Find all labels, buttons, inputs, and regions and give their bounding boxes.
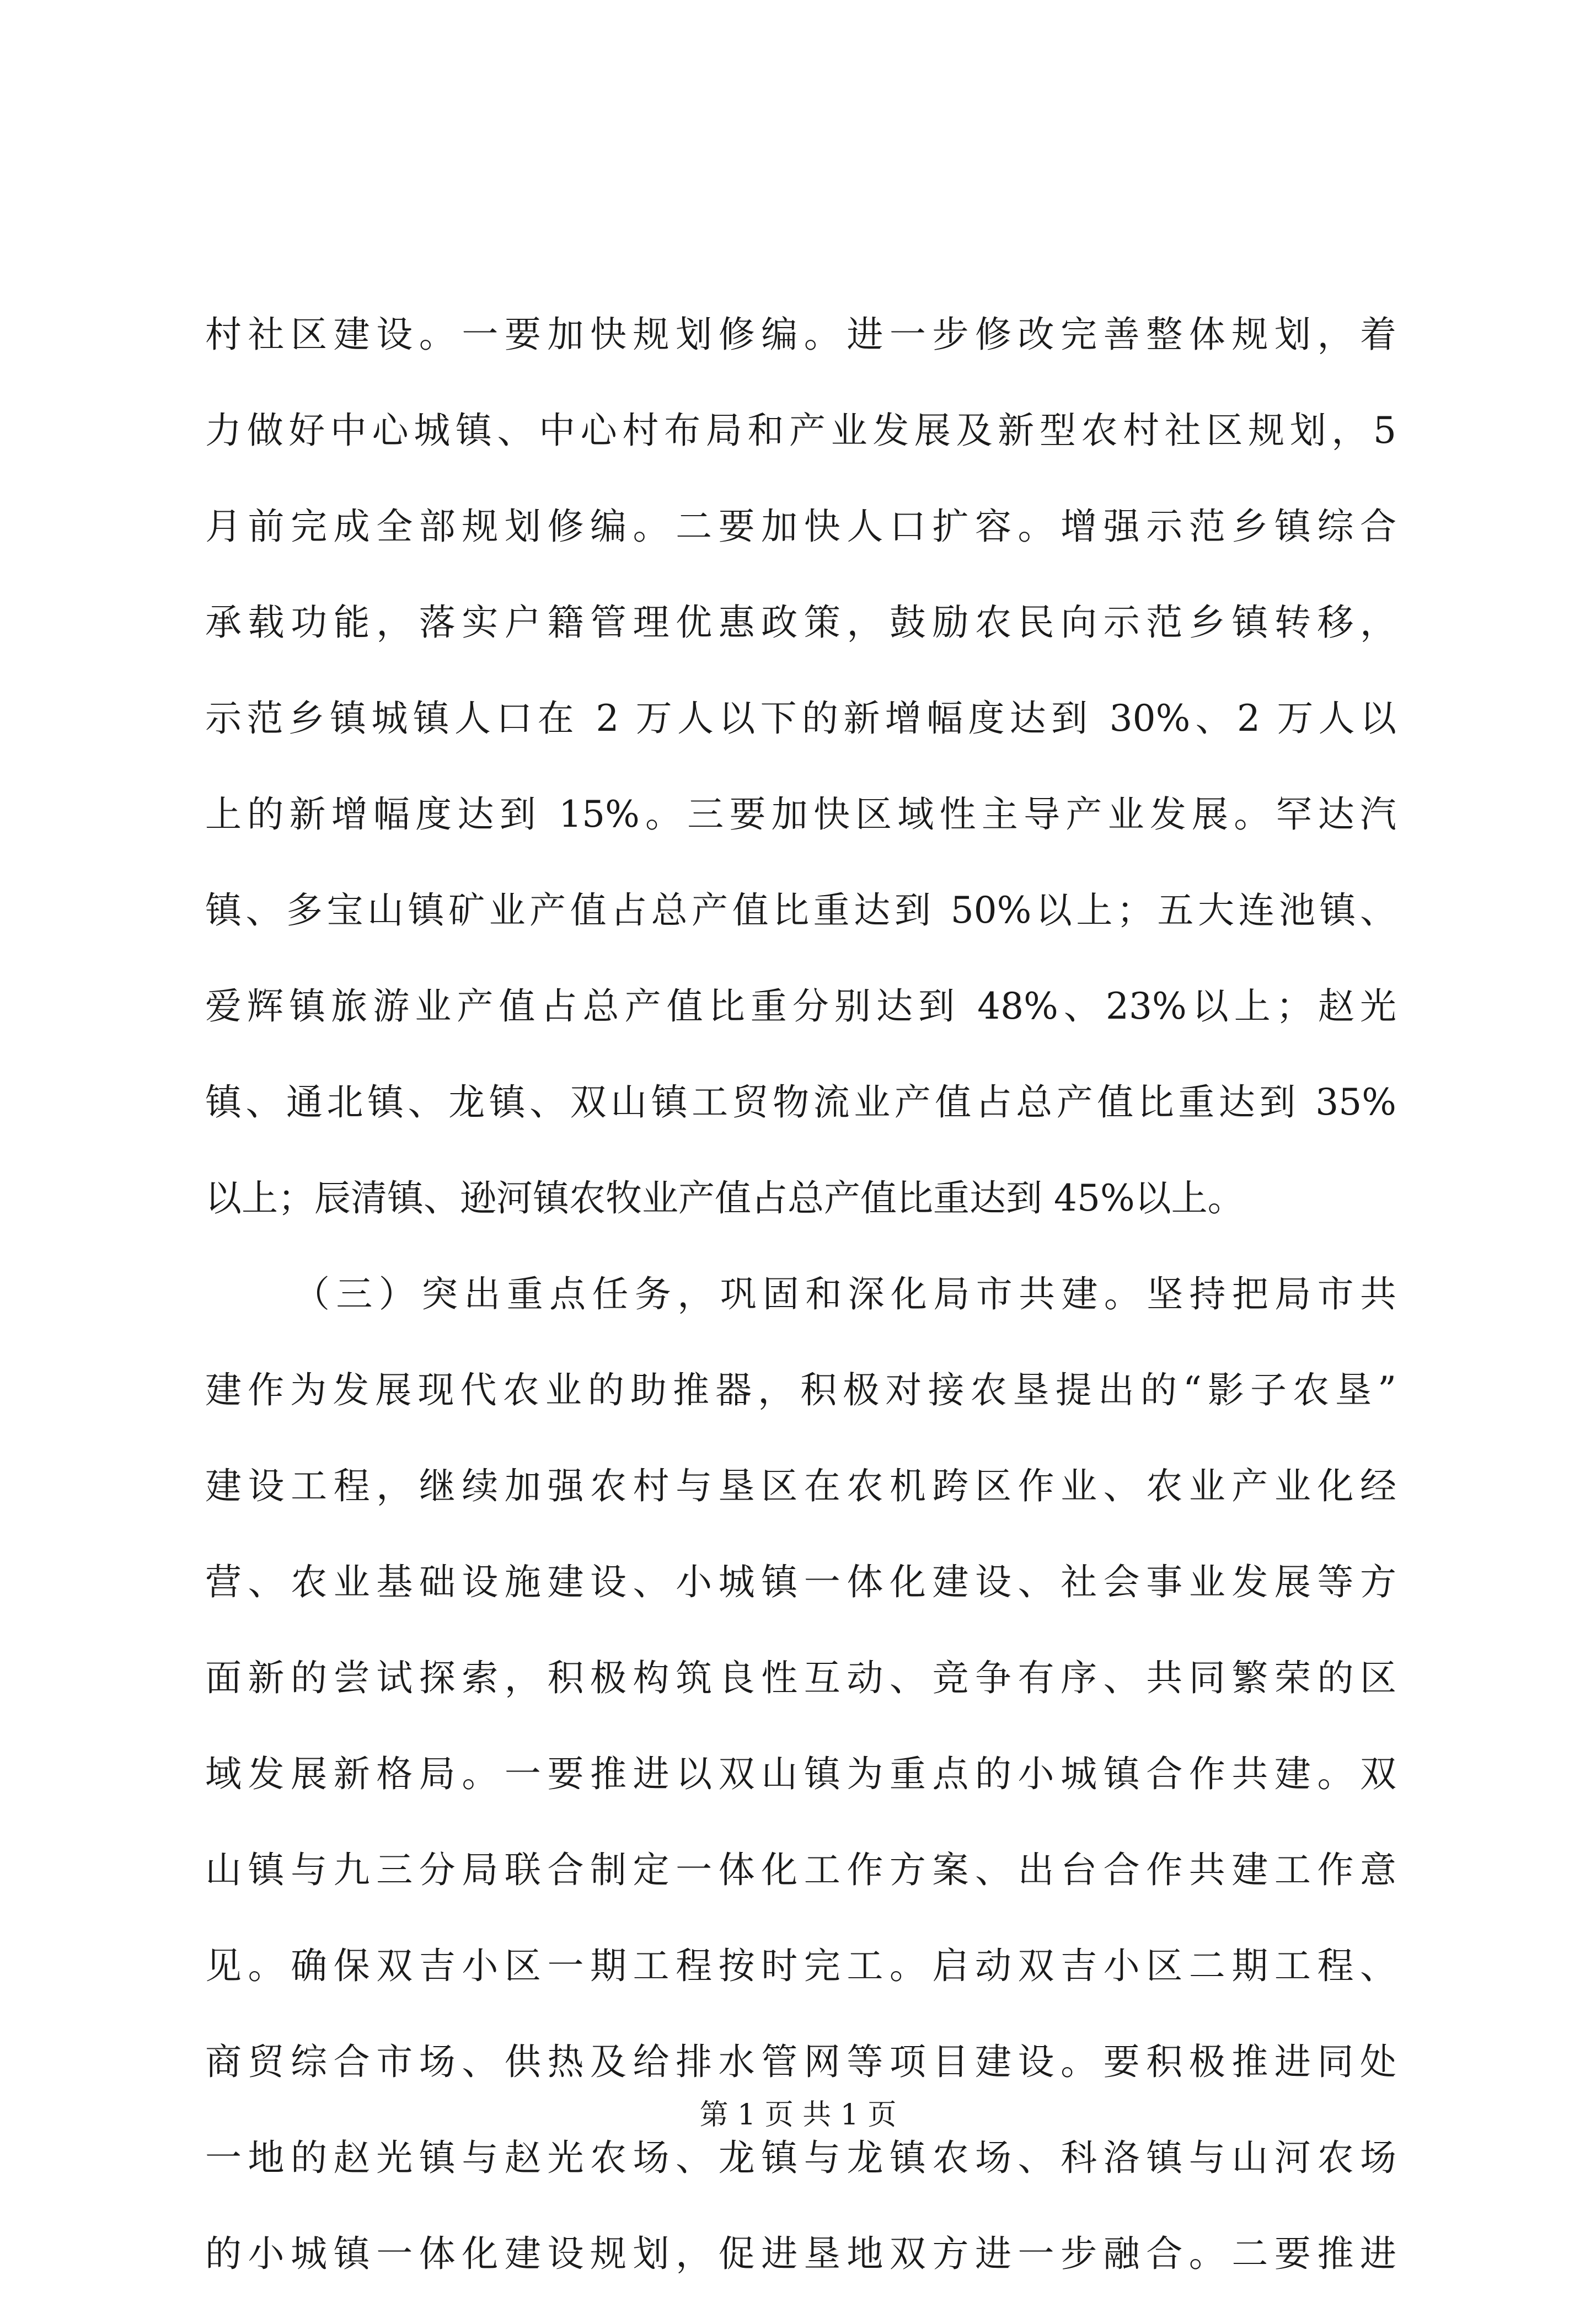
text-line: 镇、通北镇、龙镇、双山镇工贸物流业产值占总产值比重达到 35% bbox=[205, 1081, 1396, 1123]
text-line: 上的新增幅度达到 15%。三要加快区域性主导产业发展。罕达汽 bbox=[205, 793, 1396, 836]
body-text bbox=[205, 287, 1396, 2302]
text-line: 以上；辰清镇、逊河镇农牧业产值占总产值比重达到 45%以上。 bbox=[205, 1177, 1244, 1219]
text-line: 示范乡镇城镇人口在 2 万人以下的新增幅度达到 30%、2 万人以 bbox=[205, 697, 1396, 740]
text-line: 商贸综合市场、供热及给排水管网等项目建设。要积极推进同处 bbox=[205, 2041, 1396, 2083]
text-line: 一地的赵光镇与赵光农场、龙镇与龙镇农场、科洛镇与山河农场 bbox=[205, 2137, 1396, 2179]
text-line: 建设工程，继续加强农村与垦区在农机跨区作业、农业产业化经 bbox=[205, 1465, 1396, 1507]
text-line: 村社区建设。一要加快规划修编。进一步修改完善整体规划，着 bbox=[205, 313, 1396, 356]
text-line: 山镇与九三分局联合制定一体化工作方案、出台合作共建工作意 bbox=[205, 1849, 1396, 1891]
text-line: 营、农业基础设施建设、小城镇一体化建设、社会事业发展等方 bbox=[205, 1561, 1396, 1603]
text-line: 承载功能，落实户籍管理优惠政策，鼓励农民向示范乡镇转移， bbox=[205, 601, 1396, 644]
text-line: 月前完成全部规划修编。二要加快人口扩容。增强示范乡镇综合 bbox=[205, 505, 1396, 548]
text-line: 建作为发展现代农业的助推器，积极对接农垦提出的“影子农垦” bbox=[205, 1369, 1396, 1411]
text-line: 爱辉镇旅游业产值占总产值比重分别达到 48%、23%以上；赵光 bbox=[205, 985, 1396, 1027]
text-line: 见。确保双吉小区一期工程按时完工。启动双吉小区二期工程、 bbox=[205, 1945, 1396, 1987]
text-line: 的小城镇一体化建设规划，促进垦地双方进一步融合。二要推进 bbox=[205, 2233, 1396, 2275]
page-number-footer: 第 1 页 共 1 页 bbox=[699, 2098, 897, 2132]
text-line: 镇、多宝山镇矿业产值占总产值比重达到 50%以上；五大连池镇、 bbox=[205, 889, 1396, 931]
text-line: 域发展新格局。一要推进以双山镇为重点的小城镇合作共建。双 bbox=[205, 1753, 1396, 1795]
text-line: 面新的尝试探索，积极构筑良性互动、竞争有序、共同繁荣的区 bbox=[205, 1657, 1396, 1699]
paragraph-start-line: （三）突出重点任务，巩固和深化局市共建。坚持把局市共 bbox=[293, 1273, 1396, 1315]
text-line: 力做好中心城镇、中心村布局和产业发展及新型农村社区规划，5 bbox=[205, 409, 1396, 452]
